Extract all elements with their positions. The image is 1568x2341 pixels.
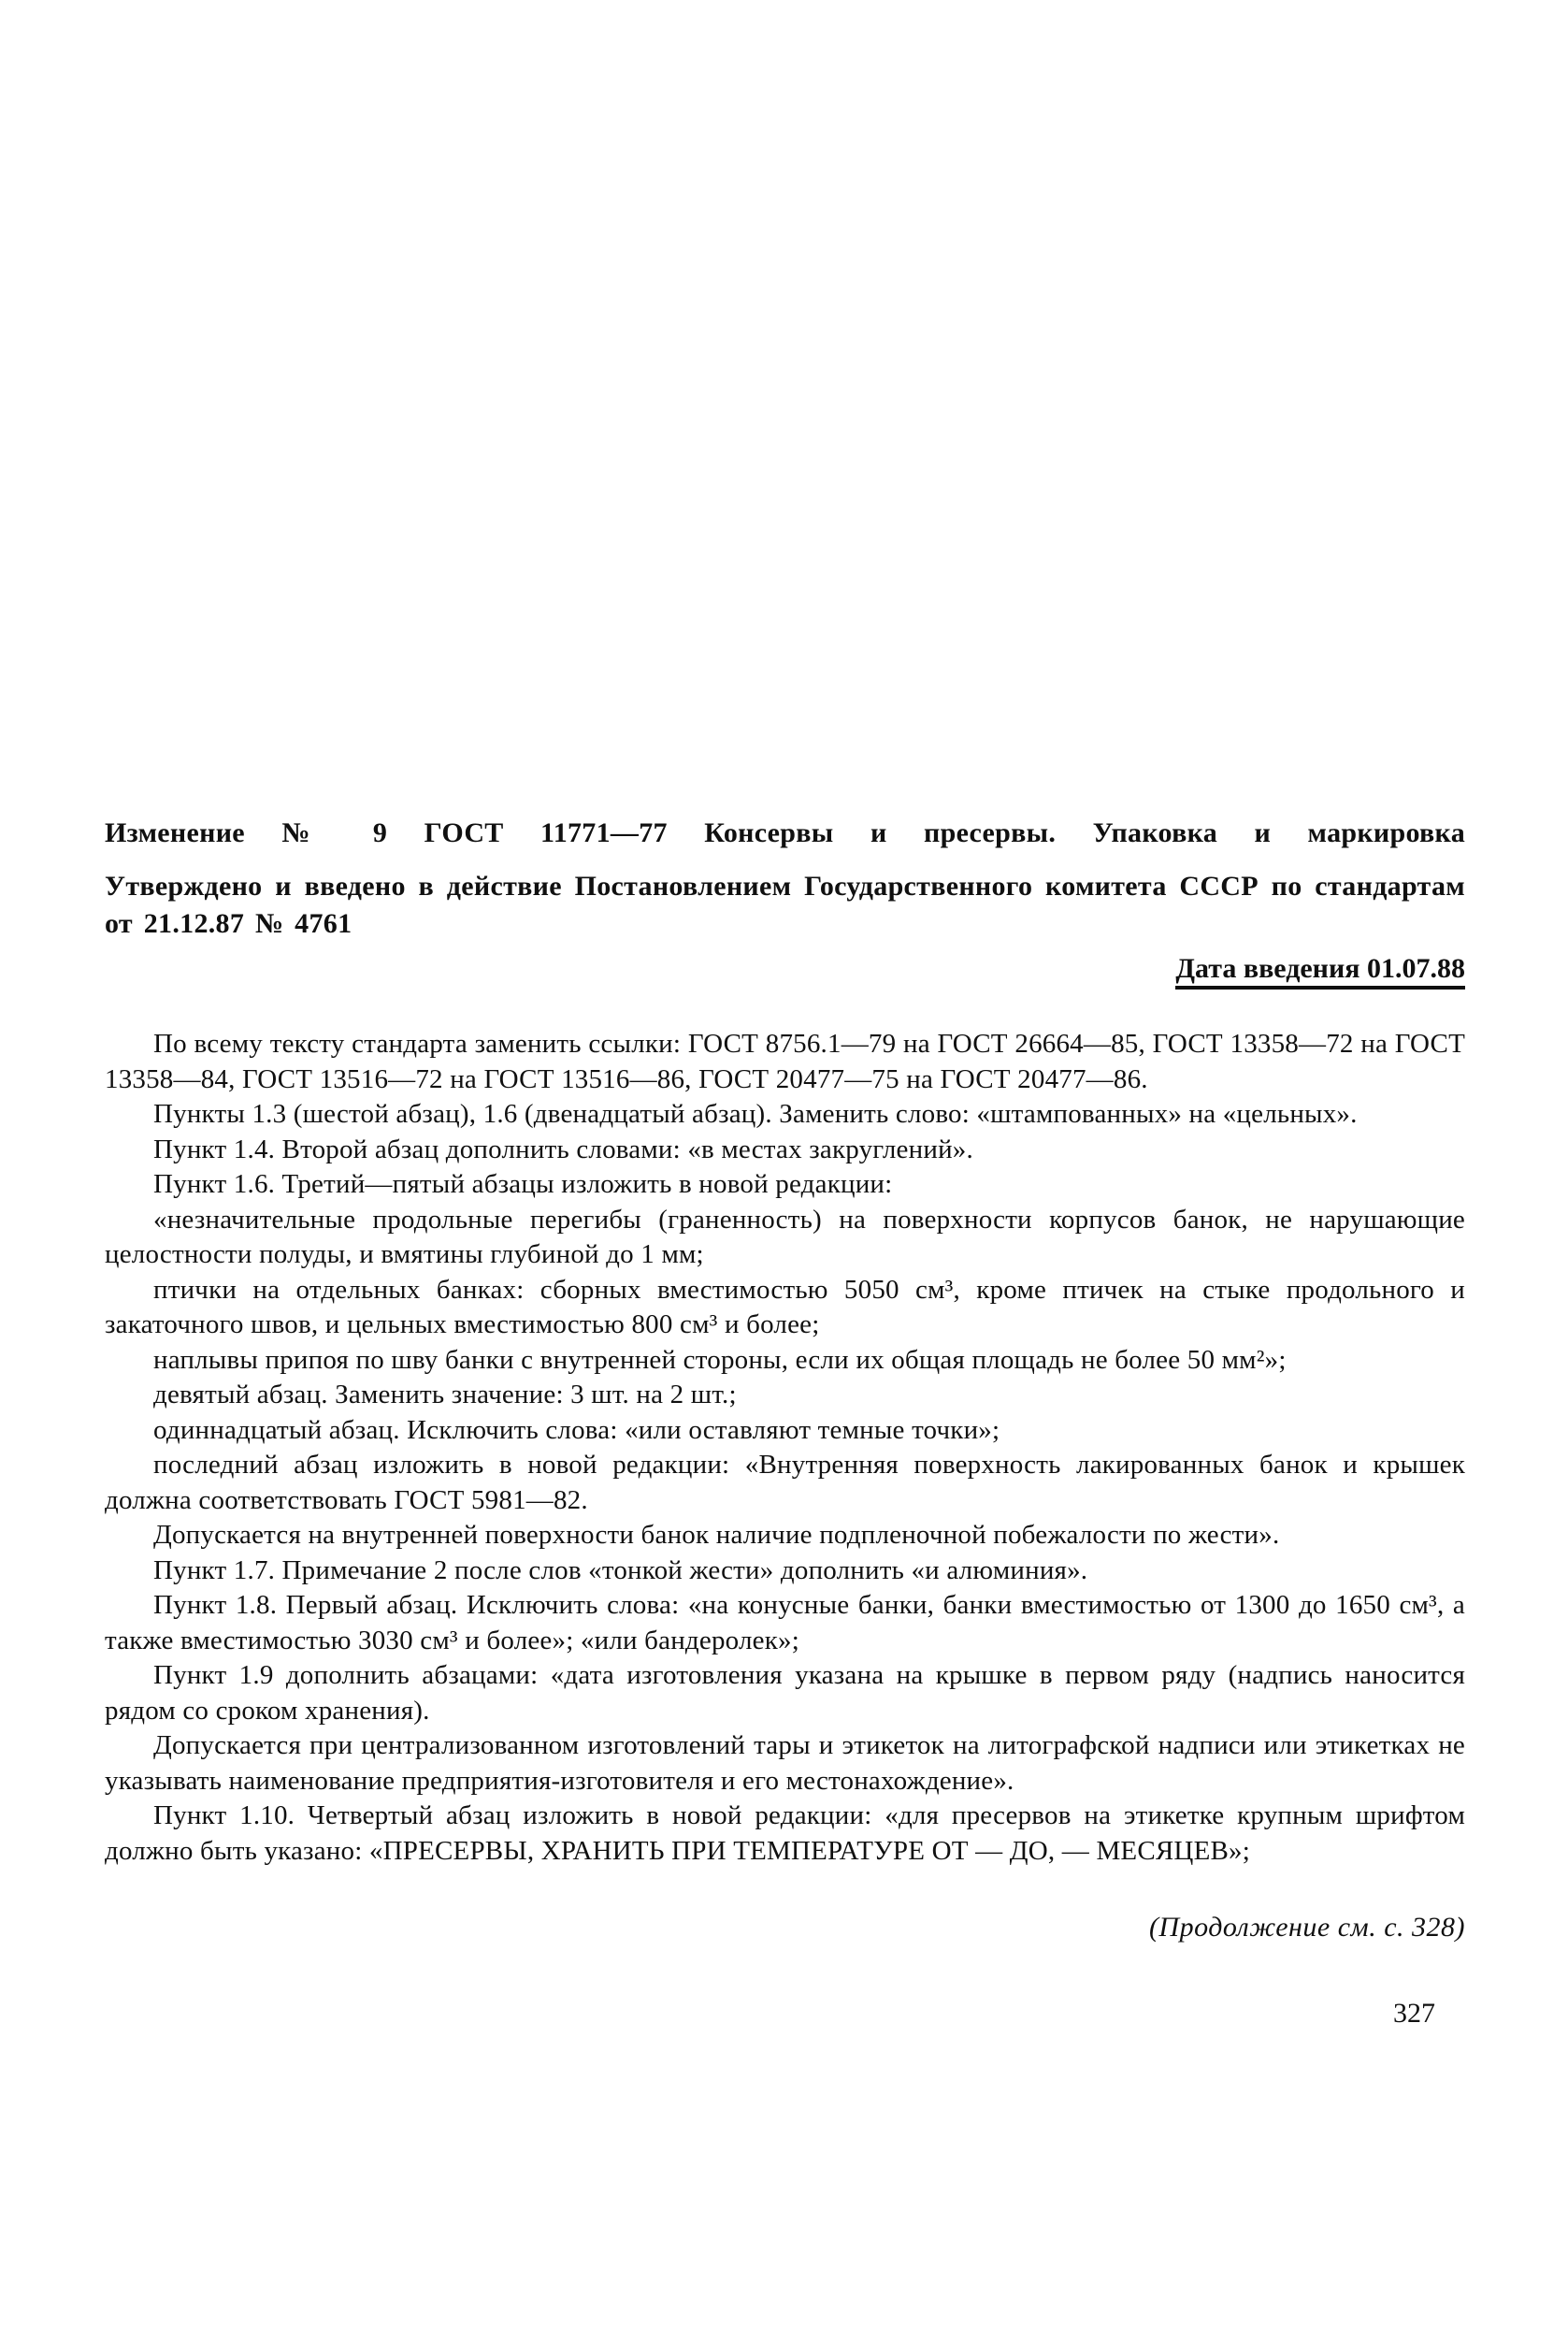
effective-date: Дата введения 01.07.88 (1175, 953, 1465, 990)
paragraph: Пункт 1.4. Второй абзац дополнить словами: «в местах закруглений». (153, 1134, 973, 1164)
paragraph: Пункт 1.7. Примечание 2 после слов «тонкой жести» дополнить «и алюминия». (153, 1554, 1088, 1585)
document-title: Изменение № 9 ГОСТ 11771—77 Консервы и пресервы. Упаковка и маркировка (105, 817, 1465, 848)
paragraph: птички на отдельных банках: сборных вместимостью 5050 см³, кроме птичек на стыке продольного и закаточного швов, и цельных вместимостью 800 см³ и более; (105, 1274, 1465, 1339)
paragraph: Допускается при централизованном изготовлений тары и этикеток на литографской надписи или этикетках не указывать наименование предприятия-изготовителя и его местонахождение». (105, 1730, 1465, 1796)
amendment-body (105, 1027, 1465, 1869)
approval-statement: Утверждено и введено в действие Постановлением Государственного комитета СССР по стандартам от 21.12.87 № 4761 (105, 871, 1465, 939)
paragraph: Пункт 1.8. Первый абзац. Исключить слова: «на конусные банки, банки вместимостью от 1300 до 1650 см³, а также вместимостью 3030 см³ и более»; «или бандеролек»; (105, 1590, 1465, 1655)
paragraph: Пункт 1.10. Четвертый абзац изложить в новой редакции: «для пресервов на этикетке крупным шрифтом должно быть указано: «ПРЕСЕРВЫ, ХРАНИТЬ ПРИ ТЕМПЕРАТУРЕ ОТ — ДО, — МЕСЯЦЕВ»; (105, 1800, 1465, 1866)
paragraph: последний абзац изложить в новой редакции: «Внутренняя поверхность лакированных банок и крышек должна соответствовать ГОСТ 5981—82. (105, 1450, 1465, 1515)
document-content (105, 814, 1465, 2030)
page-number: 327 (1393, 1998, 1435, 2029)
paragraph: одиннадцатый абзац. Исключить слова: «или оставляют темные точки»; (153, 1414, 1000, 1445)
paragraph: По всему тексту стандарта заменить ссылки: ГОСТ 8756.1—79 на ГОСТ 26664—85, ГОСТ 13358—72 на ГОСТ 13358—84, ГОСТ 13516—72 на ГОСТ 13516—86, ГОСТ 20477—75 на ГОСТ 20477—86. (105, 1029, 1465, 1094)
paragraph: Допускается на внутренней поверхности банок наличие подпленочной побежалости по жести». (153, 1520, 1280, 1550)
effective-date-line (105, 950, 1465, 988)
paragraph: «незначительные продольные перегибы (граненность) на поверхности корпусов банок, не нарушающие целостности полуды, и вмятины глубиной до 1 мм; (105, 1204, 1465, 1269)
paragraph: Пункт 1.9 дополнить абзацами: «дата изготовления указана на крышке в первом ряду (надпись наносится рядом со сроком хранения). (105, 1660, 1465, 1726)
paragraph: Пункты 1.3 (шестой абзац), 1.6 (двенадцатый абзац). Заменить слово: «штампованных» на «цельных». (153, 1099, 1358, 1129)
paragraph: наплывы припоя по шву банки с внутренней стороны, если их общая площадь не более 50 мм²»; (153, 1344, 1287, 1375)
paragraph: девятый абзац. Заменить значение: 3 шт. на 2 шт.; (153, 1380, 737, 1409)
paragraph: Пункт 1.6. Третий—пятый абзацы изложить в новой редакции: (153, 1169, 893, 1199)
continuation-note: (Продолжение см. с. 328) (1148, 1912, 1465, 1943)
